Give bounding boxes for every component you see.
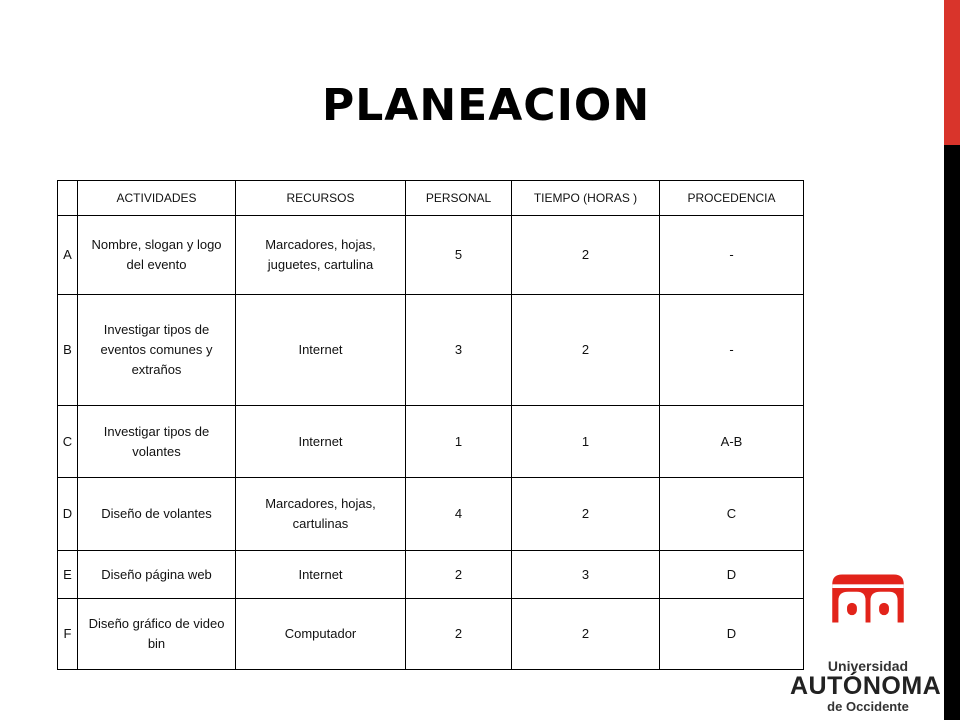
activity-cell: Diseño de volantes xyxy=(78,478,236,551)
right-edge-accent xyxy=(944,0,960,145)
personnel-cell: 5 xyxy=(406,216,512,295)
header-recursos: RECURSOS xyxy=(236,181,406,216)
precedence-cell: - xyxy=(660,216,804,295)
header-tiempo: TIEMPO (HORAS ) xyxy=(512,181,660,216)
header-blank xyxy=(58,181,78,216)
resources-cell: Internet xyxy=(236,551,406,599)
header-actividades: ACTIVIDADES xyxy=(78,181,236,216)
logo-line-autonoma: AUTÓNOMA xyxy=(790,672,942,700)
resources-cell: Marcadores, hojas, juguetes, cartulina xyxy=(236,216,406,295)
page-title: PLANEACION xyxy=(322,80,651,131)
time-cell: 2 xyxy=(512,295,660,406)
resources-cell: Internet xyxy=(236,295,406,406)
row-letter: D xyxy=(58,478,78,551)
row-letter: A xyxy=(58,216,78,295)
logo-line-occidente: de Occidente xyxy=(827,699,909,714)
personnel-cell: 2 xyxy=(406,599,512,670)
personnel-cell: 4 xyxy=(406,478,512,551)
row-letter: F xyxy=(58,599,78,670)
table-row xyxy=(58,216,804,295)
personnel-cell: 3 xyxy=(406,295,512,406)
header-procedencia: PROCEDENCIA xyxy=(660,181,804,216)
precedence-cell: D xyxy=(660,551,804,599)
table-row xyxy=(58,295,804,406)
activity-cell: Diseño página web xyxy=(78,551,236,599)
activity-cell: Diseño gráfico de video bin xyxy=(78,599,236,670)
university-logo-icon xyxy=(806,572,930,662)
resources-cell: Internet xyxy=(236,406,406,478)
precedence-cell: D xyxy=(660,599,804,670)
row-letter: C xyxy=(58,406,78,478)
header-personal: PERSONAL xyxy=(406,181,512,216)
time-cell: 2 xyxy=(512,216,660,295)
precedence-cell: A-B xyxy=(660,406,804,478)
table-row xyxy=(58,599,804,670)
time-cell: 1 xyxy=(512,406,660,478)
activity-cell: Nombre, slogan y logo del evento xyxy=(78,216,236,295)
time-cell: 2 xyxy=(512,478,660,551)
personnel-cell: 2 xyxy=(406,551,512,599)
precedence-cell: - xyxy=(660,295,804,406)
time-cell: 2 xyxy=(512,599,660,670)
logo-line-universidad: Universidad xyxy=(827,658,909,674)
time-cell: 3 xyxy=(512,551,660,599)
table-row xyxy=(58,551,804,599)
row-letter: B xyxy=(58,295,78,406)
resources-cell: Marcadores, hojas, cartulinas xyxy=(236,478,406,551)
personnel-cell: 1 xyxy=(406,406,512,478)
table-row xyxy=(58,478,804,551)
activity-cell: Investigar tipos de eventos comunes y extraños xyxy=(78,295,236,406)
precedence-cell: C xyxy=(660,478,804,551)
row-letter: E xyxy=(58,551,78,599)
table-row xyxy=(58,406,804,478)
planning-table xyxy=(57,180,804,670)
table-header-row xyxy=(58,181,804,216)
resources-cell: Computador xyxy=(236,599,406,670)
activity-cell: Investigar tipos de volantes xyxy=(78,406,236,478)
